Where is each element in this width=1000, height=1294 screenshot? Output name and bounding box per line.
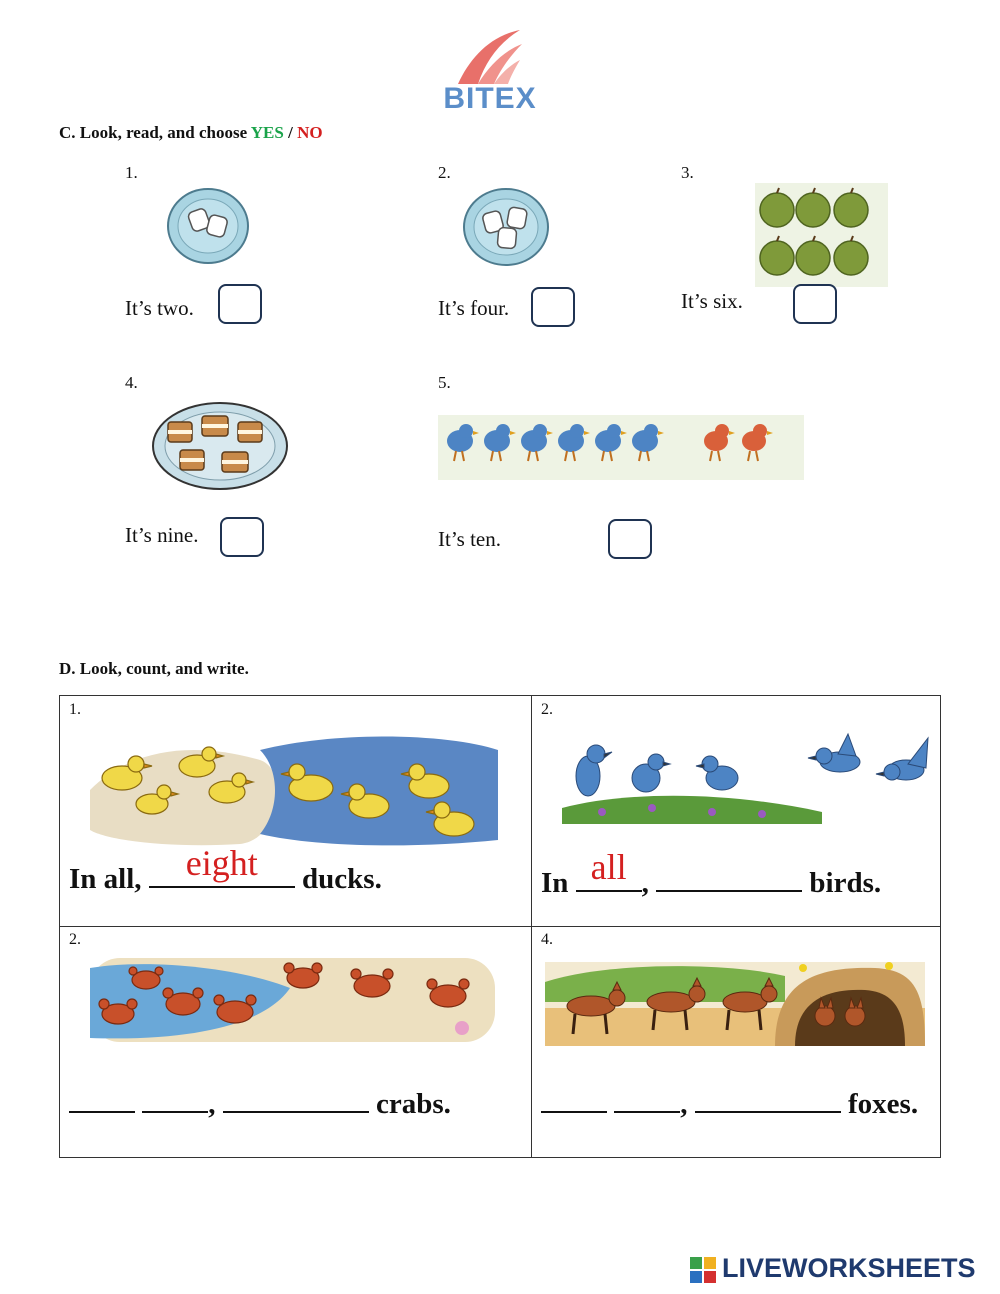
crabs-image bbox=[90, 958, 495, 1042]
cell-2-written-answer: all bbox=[590, 847, 627, 887]
item-1-answer-box[interactable] bbox=[218, 284, 262, 324]
item-1-number: 1. bbox=[125, 163, 138, 182]
cell-3-blank-1[interactable] bbox=[69, 1087, 135, 1113]
liveworksheets-brand-text: LIVEWORKSHEETS bbox=[722, 1253, 976, 1283]
item-2-number: 2. bbox=[438, 163, 451, 182]
item-1-sentence: It’s two. bbox=[125, 296, 194, 320]
cell-2-middle: , bbox=[641, 867, 657, 899]
cell-1-written-answer: eight bbox=[185, 843, 258, 883]
cell-4-blank-3[interactable] bbox=[695, 1087, 841, 1113]
item-3-answer-box[interactable] bbox=[793, 284, 837, 324]
item-2-sentence: It’s four. bbox=[438, 296, 510, 320]
bitex-logo-text: BITEX bbox=[443, 82, 537, 115]
item-5-number: 5. bbox=[438, 373, 451, 392]
birds-image bbox=[562, 732, 940, 826]
item-3-sentence: It’s six. bbox=[681, 289, 743, 313]
cell-4-sentence bbox=[541, 1087, 918, 1121]
eight-birds-image bbox=[438, 415, 804, 480]
cell-2-sentence bbox=[541, 847, 882, 900]
bitex-logo bbox=[420, 28, 560, 114]
cell-4-blank-1[interactable] bbox=[541, 1087, 607, 1113]
item-5-answer-box[interactable] bbox=[608, 519, 652, 559]
cell-4-middle: , bbox=[680, 1088, 695, 1120]
foxes-image bbox=[545, 962, 925, 1046]
cell-3-sentence bbox=[69, 1087, 451, 1121]
slash-label: / bbox=[283, 123, 298, 142]
cell-2-blank-1[interactable] bbox=[576, 847, 642, 892]
item-4-sentence: It’s nine. bbox=[125, 523, 199, 547]
item-3-number: 3. bbox=[681, 163, 694, 182]
ducks-image bbox=[90, 730, 500, 848]
cell-2-blank-2[interactable] bbox=[656, 866, 802, 892]
bitex-swoosh-icon bbox=[420, 28, 560, 88]
yes-label: YES bbox=[250, 123, 284, 142]
item-5-sentence: It’s ten. bbox=[438, 527, 501, 551]
cell-1-suffix: ducks. bbox=[294, 863, 382, 895]
liveworksheets-logo-icon bbox=[690, 1257, 718, 1283]
item-2-answer-box[interactable] bbox=[531, 287, 575, 327]
plate-smores-image bbox=[150, 400, 290, 492]
cell-1-sentence bbox=[69, 843, 382, 896]
cell-4-suffix: foxes. bbox=[840, 1088, 919, 1120]
cell-1-number: 1. bbox=[69, 701, 81, 718]
cell-3-middle: , bbox=[208, 1088, 223, 1120]
cell-1-prefix: In all, bbox=[69, 863, 149, 895]
section-c-title-prefix: C. Look, read, and choose bbox=[59, 123, 251, 142]
item-4-answer-box[interactable] bbox=[220, 517, 264, 557]
cell-4-number: 4. bbox=[541, 931, 553, 948]
cell-3-blank-3[interactable] bbox=[223, 1087, 369, 1113]
liveworksheets-brand bbox=[690, 1253, 990, 1287]
plate-three-marshmallows-image bbox=[460, 186, 552, 268]
cell-3-blank-2[interactable] bbox=[142, 1087, 208, 1113]
cell-2-suffix: birds. bbox=[802, 867, 882, 899]
cell-2-prefix: In bbox=[541, 867, 576, 899]
cell-4-blank-2[interactable] bbox=[614, 1087, 680, 1113]
section-d-title: D. Look, count, and write. bbox=[59, 659, 249, 678]
table-divider-horizontal bbox=[60, 926, 940, 927]
cell-2-number: 2. bbox=[541, 701, 553, 718]
count-and-write-table bbox=[59, 695, 941, 1158]
no-label: NO bbox=[297, 123, 323, 142]
plate-two-marshmallows-image bbox=[164, 186, 254, 266]
item-4-number: 4. bbox=[125, 373, 138, 392]
six-apples-image bbox=[755, 183, 888, 287]
cell-3-number: 2. bbox=[69, 931, 81, 948]
section-c-title bbox=[59, 123, 323, 143]
cell-1-blank[interactable] bbox=[149, 843, 295, 888]
cell-3-suffix: crabs. bbox=[368, 1088, 451, 1120]
